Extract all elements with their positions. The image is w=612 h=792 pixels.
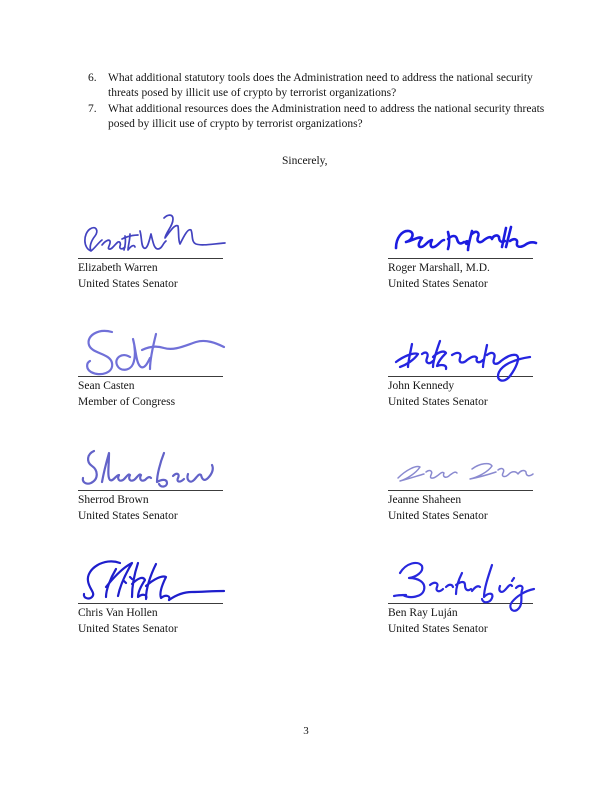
signature-line <box>388 490 533 491</box>
kennedy-signature-icon <box>388 324 533 376</box>
signer-name: Chris Van Hollen <box>78 607 158 619</box>
signer-title: United States Senator <box>78 622 178 635</box>
signature-line <box>78 258 223 259</box>
signer-name: Jeanne Shaheen <box>388 494 462 506</box>
signature-line <box>388 258 533 259</box>
question-number: 6. <box>88 72 97 84</box>
closing-salutation: Sincerely, <box>282 155 328 167</box>
signer-title: United States Senator <box>388 622 488 635</box>
signature-line <box>78 490 223 491</box>
signer-title: United States Senator <box>78 277 178 290</box>
signer-name: Ben Ray Luján <box>388 607 458 619</box>
signature-block <box>78 551 223 637</box>
marshall-signature-icon <box>388 206 533 258</box>
signer-name: Roger Marshall, M.D. <box>388 262 490 274</box>
signer-title: United States Senator <box>388 395 488 408</box>
signature-block <box>78 324 223 410</box>
signer-name: Sean Casten <box>78 380 135 392</box>
signature-block <box>388 206 533 292</box>
signature-block <box>78 438 223 524</box>
signer-title: United States Senator <box>78 509 178 522</box>
page-number: 3 <box>303 725 309 737</box>
vanhollen-signature-icon <box>78 551 223 603</box>
question-text: What additional statutory tools does the Administration need to address the national security threats posed by illicit use of crypto by terrorist organizations? <box>108 72 533 100</box>
signer-title: Member of Congress <box>78 395 176 408</box>
signature-block <box>388 324 533 410</box>
brown-signature-icon <box>78 438 223 490</box>
signature-block <box>78 206 223 292</box>
signer-title: United States Senator <box>388 509 488 522</box>
warren-signature-icon <box>78 206 223 258</box>
signature-block <box>388 551 533 637</box>
question-text: What additional resources does the Administration need to address the national security threats posed by illicit use of crypto by terrorist organizations? <box>108 102 545 131</box>
signature-line <box>78 376 223 377</box>
signature-block <box>388 438 533 524</box>
casten-signature-icon <box>78 324 223 376</box>
signer-name: Sherrod Brown <box>78 494 149 506</box>
signer-title: United States Senator <box>388 277 488 290</box>
signer-name: Elizabeth Warren <box>78 262 158 274</box>
lujan-signature-icon <box>388 551 533 603</box>
signer-name: John Kennedy <box>388 380 455 392</box>
signature-line <box>78 603 223 604</box>
question-number: 7. <box>88 102 97 115</box>
shaheen-signature-icon <box>388 438 533 490</box>
